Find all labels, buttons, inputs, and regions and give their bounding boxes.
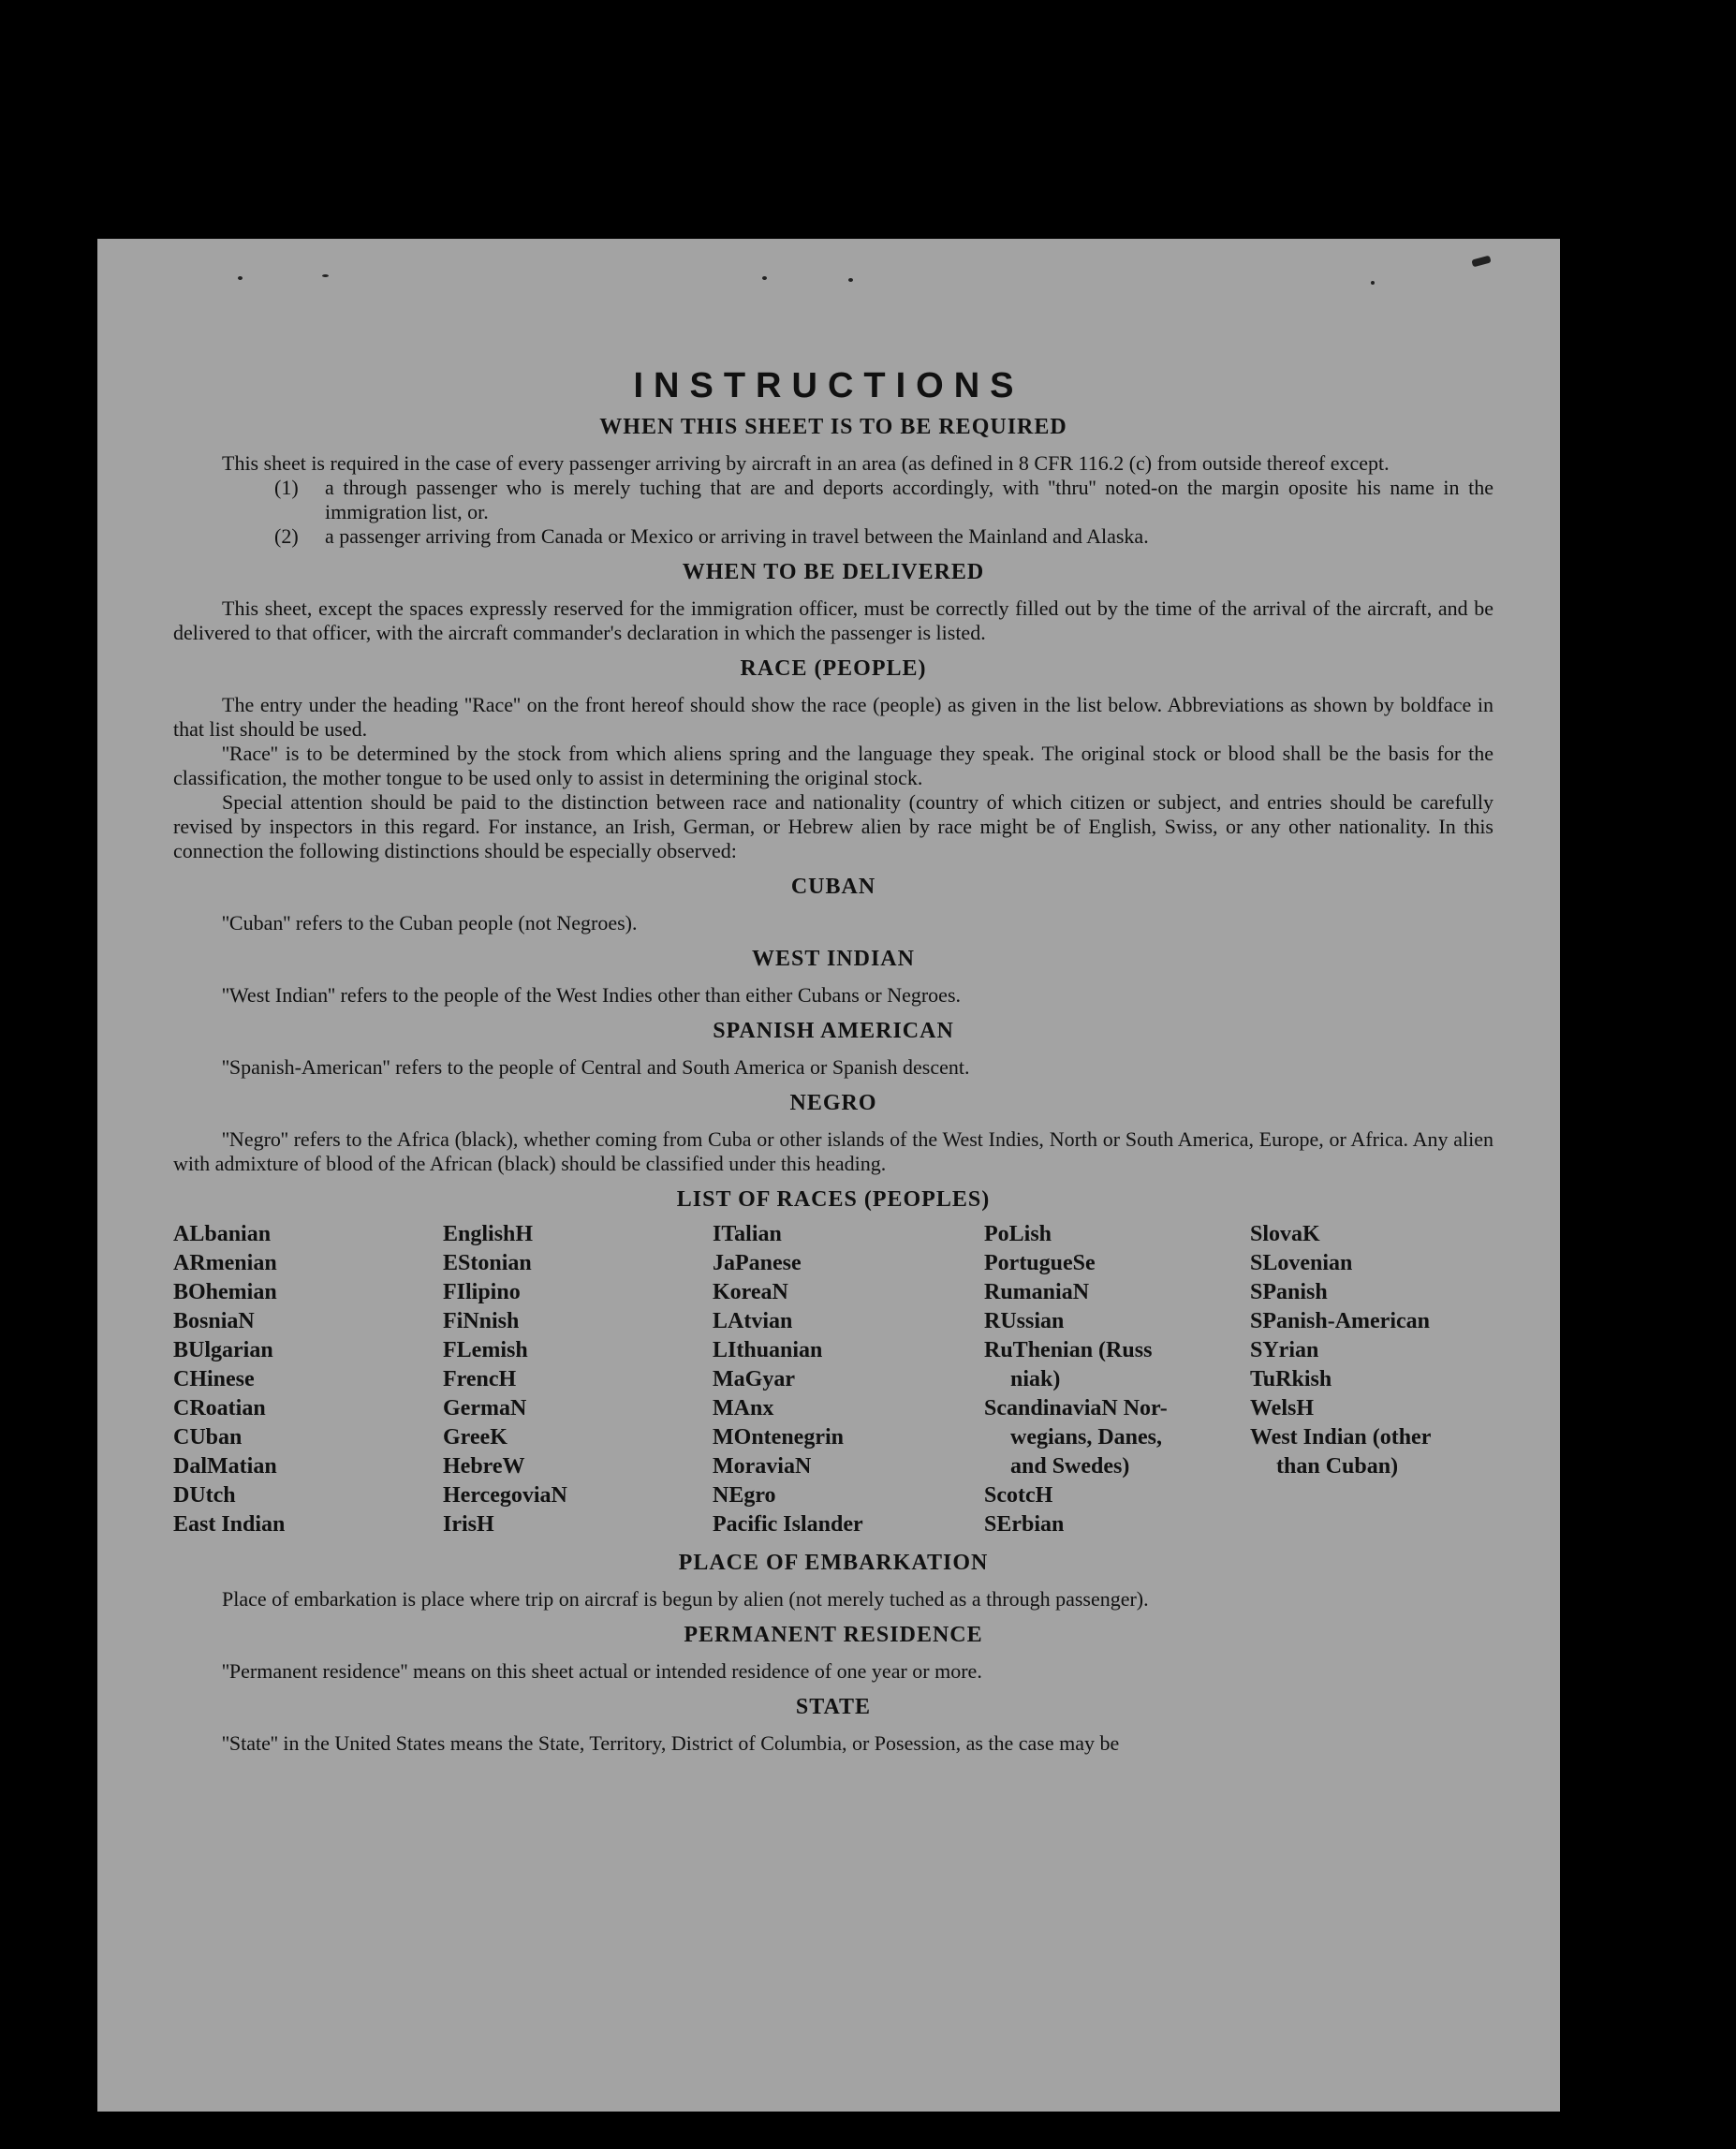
- spanish-american-text: ''Spanish-American'' refers to the people of Central and South America or Spanish descent.: [222, 1055, 970, 1079]
- race-entry: IrisH: [443, 1512, 494, 1537]
- heading-residence: PERMANENT RESIDENCE: [684, 1623, 983, 1647]
- west-indian-text: ''West Indian'' refers to the people of the West Indies other than either Cubans or Negroes.: [222, 983, 962, 1007]
- race-entry: Pacific Islander: [713, 1512, 863, 1537]
- heading-state: STATE: [795, 1695, 872, 1719]
- speck: [762, 276, 767, 280]
- race-entry: EnglishH: [443, 1222, 534, 1246]
- speck: [238, 276, 243, 280]
- race-entry: FrencH: [443, 1367, 517, 1391]
- speck: [848, 278, 853, 282]
- delivered-text: This sheet, except the spaces expressly reserved for the immigration officer, must be correctly filled out by the time of the arrival of the aircraft, and be delivered to that officer, with the aircraft commander's declaration in which the passenger is listed.: [173, 596, 1493, 644]
- heading-west-indian: WEST INDIAN: [752, 947, 915, 971]
- race-entry: BosniaN: [173, 1309, 255, 1333]
- race-entry: BUlgarian: [173, 1338, 273, 1362]
- race-entry: JaPanese: [713, 1251, 802, 1275]
- heading-required: WHEN THIS SHEET IS TO BE REQUIRED: [599, 415, 1067, 439]
- heading-negro: NEGRO: [789, 1091, 877, 1115]
- race-entry: MOntenegrin: [713, 1425, 844, 1450]
- race-entry: CRoatian: [173, 1396, 266, 1420]
- race-entry: SLovenian: [1250, 1251, 1353, 1275]
- race-entry: GreeK: [443, 1425, 508, 1450]
- race-entry: and Swedes): [1010, 1454, 1130, 1479]
- race-entry: LAtvian: [713, 1309, 793, 1333]
- race-paragraph-1: The entry under the heading ''Race'' on the front hereof should show the race (people) as given in the list below. Abbreviations as shown by boldface in that list should be used.: [173, 693, 1493, 741]
- cuban-text: ''Cuban'' refers to the Cuban people (not Negroes).: [222, 911, 638, 935]
- races-column: [173, 1220, 443, 1539]
- race-entry: wegians, Danes,: [1010, 1425, 1163, 1450]
- race-entry: MAnx: [713, 1396, 774, 1420]
- negro-text: ''Negro'' refers to the Africa (black), whether coming from Cuba or other islands of the West Indies, North or South America, Europe, or Africa. Any alien with admixture of blood of the African (black) should be classified under this heading.: [173, 1127, 1493, 1175]
- race-entry: RumaniaN: [984, 1280, 1090, 1304]
- instructions-body: [173, 415, 1493, 1756]
- race-entry: DalMatian: [173, 1454, 277, 1479]
- race-entry: TuRkish: [1250, 1367, 1332, 1391]
- required-item: [274, 476, 1493, 524]
- document-page: [97, 239, 1560, 2112]
- race-entry: MaGyar: [713, 1367, 795, 1391]
- race-entry: LIthuanian: [713, 1338, 823, 1362]
- race-entry: SErbian: [984, 1512, 1065, 1537]
- race-entry: ARmenian: [173, 1251, 277, 1275]
- race-entry: MoraviaN: [713, 1454, 812, 1479]
- races-column: [984, 1220, 1250, 1539]
- residence-text: ''Permanent residence'' means on this sheet actual or intended residence of one year or more.: [222, 1659, 982, 1683]
- race-entry: SPanish: [1250, 1280, 1328, 1304]
- item-text: a passenger arriving from Canada or Mexico or arriving in travel between the Mainland and Alaska.: [325, 524, 1149, 548]
- heading-spanish-american: SPANISH AMERICAN: [713, 1019, 954, 1043]
- race-entry: DUtch: [173, 1483, 236, 1508]
- race-entry: niak): [1010, 1367, 1061, 1391]
- race-entry: BOhemian: [173, 1280, 277, 1304]
- race-entry: FIlipino: [443, 1280, 521, 1304]
- race-entry: RUssian: [984, 1309, 1065, 1333]
- race-entry: CUban: [173, 1425, 243, 1450]
- race-entry: PoLish: [984, 1222, 1052, 1246]
- heading-delivered: WHEN TO BE DELIVERED: [682, 560, 985, 584]
- heading-list-of-races: LIST OF RACES (PEOPLES): [676, 1187, 991, 1212]
- heading-cuban: CUBAN: [790, 875, 876, 899]
- race-entry: SPanish-American: [1250, 1309, 1430, 1333]
- race-entry: SYrian: [1250, 1338, 1319, 1362]
- race-entry: CHinese: [173, 1367, 255, 1391]
- races-column: [1250, 1220, 1493, 1539]
- race-paragraph-3: Special attention should be paid to the distinction between race and nationality (country of which citizen or subject, and entries should be carefully revised by inspectors in this regard. For instance, an Irish, German, or Hebrew alien by race might be of English, Swiss, or any other nationality. In this connection the following distinctions should be especially observed:: [173, 790, 1493, 862]
- race-entry: GermaN: [443, 1396, 527, 1420]
- races-column: [443, 1220, 713, 1539]
- page-title: INSTRUCTIONS: [633, 366, 1024, 405]
- race-entry: PortugueSe: [984, 1251, 1096, 1275]
- race-entry: FiNnish: [443, 1309, 520, 1333]
- race-entry: ScandinaviaN Nor-: [984, 1396, 1168, 1420]
- item-text: a through passenger who is merely tuching that are and deports accordingly, with ''thru'' noted-on the margin oposite his name in the immigration list, or.: [325, 476, 1493, 523]
- race-entry: West Indian (other: [1250, 1425, 1432, 1450]
- races-list: [173, 1220, 1493, 1539]
- race-entry: FLemish: [443, 1338, 528, 1362]
- race-entry: RuThenian (Russ: [984, 1338, 1153, 1362]
- race-entry: ALbanian: [173, 1222, 272, 1246]
- item-number: (1): [274, 476, 299, 499]
- required-item: [274, 524, 1493, 549]
- races-column: [713, 1220, 984, 1539]
- item-number: (2): [274, 524, 299, 548]
- race-entry: KoreaN: [713, 1280, 788, 1304]
- heading-embarkation: PLACE OF EMBARKATION: [678, 1551, 989, 1575]
- race-entry: NEgro: [713, 1483, 776, 1508]
- race-entry: HercegoviaN: [443, 1483, 567, 1508]
- race-entry: WelsH: [1250, 1396, 1315, 1420]
- race-entry: than Cuban): [1276, 1454, 1399, 1479]
- race-entry: SlovaK: [1250, 1222, 1320, 1246]
- race-entry: EStonian: [443, 1251, 532, 1275]
- race-entry: ScotcH: [984, 1483, 1053, 1508]
- race-entry: East Indian: [173, 1512, 286, 1537]
- heading-race: RACE (PEOPLE): [740, 656, 927, 681]
- race-paragraph-2: ''Race'' is to be determined by the stock from which aliens spring and the language they speak. The original stock or blood shall be the basis for the classification, the mother tongue to be used only to assist in determining the original stock.: [173, 742, 1493, 789]
- ink-mark: [1471, 256, 1491, 268]
- required-intro: This sheet is required in the case of every passenger arriving by aircraft in an area (as defined in 8 CFR 116.2 (c) from outside thereof except.: [222, 451, 1390, 475]
- embarkation-text: Place of embarkation is place where trip on aircraf is begun by alien (not merely tuched as a through passenger).: [222, 1587, 1149, 1611]
- race-entry: ITalian: [713, 1222, 782, 1246]
- race-entry: HebreW: [443, 1454, 525, 1479]
- speck: [322, 274, 329, 277]
- speck: [1371, 281, 1375, 285]
- state-text: ''State'' in the United States means the State, Territory, District of Columbia, or Posession, as the case may be: [222, 1731, 1120, 1755]
